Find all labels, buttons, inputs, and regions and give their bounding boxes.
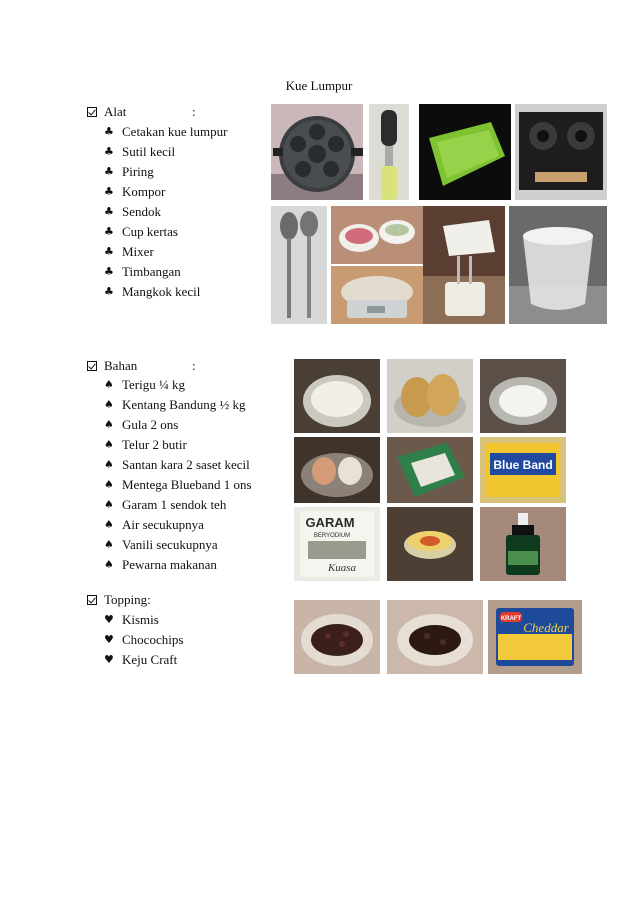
list-item: ♣ Sutil kecil bbox=[104, 142, 227, 162]
page-title: Kue Lumpur bbox=[285, 78, 353, 93]
photo-sutil bbox=[369, 104, 409, 200]
cheddar-label: Cheddar bbox=[523, 620, 569, 635]
club-icon: ♣ bbox=[104, 245, 114, 258]
photo-cetakan bbox=[271, 104, 363, 200]
spade-icon: ♠ bbox=[104, 458, 114, 471]
photo-keju bbox=[488, 600, 582, 674]
list-item: ♣ Mixer bbox=[104, 242, 227, 262]
heart-icon: ♥ bbox=[104, 633, 114, 646]
section-bahan bbox=[87, 358, 196, 374]
list-item: ♥ Kismis bbox=[104, 610, 183, 630]
photo-santan bbox=[387, 437, 473, 503]
section-label: Topping: bbox=[104, 592, 151, 607]
list-item: ♣ Sendok bbox=[104, 202, 227, 222]
list-item: ♥ Chocochips bbox=[104, 630, 183, 650]
list-item: ♣ Kompor bbox=[104, 182, 227, 202]
list-item: ♠ Vanili secukupnya bbox=[104, 535, 252, 555]
list-item: ♣ Piring bbox=[104, 162, 227, 182]
list-item: ♣ Mangkok kecil bbox=[104, 282, 227, 302]
list-item: ♠ Kentang Bandung ½ kg bbox=[104, 395, 252, 415]
section-alat bbox=[87, 104, 196, 120]
photo-air bbox=[387, 507, 473, 581]
spade-icon: ♠ bbox=[104, 418, 114, 431]
spade-icon: ♠ bbox=[104, 558, 114, 571]
kraft-label: KRAFT bbox=[500, 616, 522, 622]
club-icon: ♣ bbox=[104, 225, 114, 238]
photo-sendok bbox=[271, 206, 327, 324]
photo-telur bbox=[294, 437, 380, 503]
spade-icon: ♠ bbox=[104, 398, 114, 411]
photo-kentang bbox=[387, 359, 473, 433]
list-item: ♠ Garam 1 sendok teh bbox=[104, 495, 252, 515]
list-item: ♣ Cetakan kue lumpur bbox=[104, 122, 227, 142]
garam-label: GARAM bbox=[305, 515, 355, 530]
club-icon: ♣ bbox=[104, 125, 114, 138]
section-colon: : bbox=[192, 358, 196, 373]
section-colon: : bbox=[192, 104, 196, 119]
heart-icon: ♥ bbox=[104, 653, 114, 666]
photo-piring bbox=[419, 104, 511, 200]
checkbox-icon bbox=[87, 595, 97, 605]
photo-chocochips bbox=[387, 600, 483, 674]
list-item: ♠ Mentega Blueband 1 ons bbox=[104, 475, 252, 495]
photo-pewarna bbox=[480, 507, 566, 581]
list-item: ♠ Terigu ¼ kg bbox=[104, 375, 252, 395]
photo-terigu bbox=[294, 359, 380, 433]
spade-icon: ♠ bbox=[104, 438, 114, 451]
photo-mixer bbox=[423, 206, 505, 324]
section-topping bbox=[87, 592, 151, 608]
list-item: ♠ Pewarna makanan bbox=[104, 555, 252, 575]
heart-icon: ♥ bbox=[104, 613, 114, 626]
list-item: ♣ Cup kertas bbox=[104, 222, 227, 242]
list-item: ♠ Gula 2 ons bbox=[104, 415, 252, 435]
list-item: ♥ Keju Craft bbox=[104, 650, 183, 670]
section-label: Bahan bbox=[104, 358, 138, 373]
photo-kismis bbox=[294, 600, 380, 674]
club-icon: ♣ bbox=[104, 205, 114, 218]
photo-mangkok bbox=[509, 206, 607, 324]
checkbox-icon bbox=[87, 361, 97, 371]
photo-garam bbox=[294, 507, 380, 581]
blueband-label: Blue Band bbox=[493, 458, 553, 472]
photo-cup-kertas bbox=[331, 206, 423, 264]
spade-icon: ♠ bbox=[104, 518, 114, 531]
club-icon: ♣ bbox=[104, 145, 114, 158]
topping-list bbox=[104, 610, 183, 670]
photo-gula bbox=[480, 359, 566, 433]
club-icon: ♣ bbox=[104, 185, 114, 198]
list-item: ♠ Air secukupnya bbox=[104, 515, 252, 535]
spade-icon: ♠ bbox=[104, 478, 114, 491]
spade-icon: ♠ bbox=[104, 378, 114, 391]
spade-icon: ♠ bbox=[104, 498, 114, 511]
club-icon: ♣ bbox=[104, 285, 114, 298]
section-label: Alat bbox=[104, 104, 127, 119]
spade-icon: ♠ bbox=[104, 538, 114, 551]
checkbox-icon bbox=[87, 107, 97, 117]
club-icon: ♣ bbox=[104, 265, 114, 278]
garam-sub-label: BERYODIUM bbox=[313, 533, 351, 539]
kuasa-label: Kuasa bbox=[327, 562, 357, 574]
list-item: ♠ Santan kara 2 saset kecil bbox=[104, 455, 252, 475]
bahan-list bbox=[104, 375, 252, 575]
alat-list bbox=[104, 122, 227, 302]
photo-blueband bbox=[480, 437, 566, 503]
photo-timbangan bbox=[331, 266, 423, 324]
club-icon: ♣ bbox=[104, 165, 114, 178]
list-item: ♠ Telur 2 butir bbox=[104, 435, 252, 455]
photo-kompor bbox=[515, 104, 607, 200]
list-item: ♣ Timbangan bbox=[104, 262, 227, 282]
